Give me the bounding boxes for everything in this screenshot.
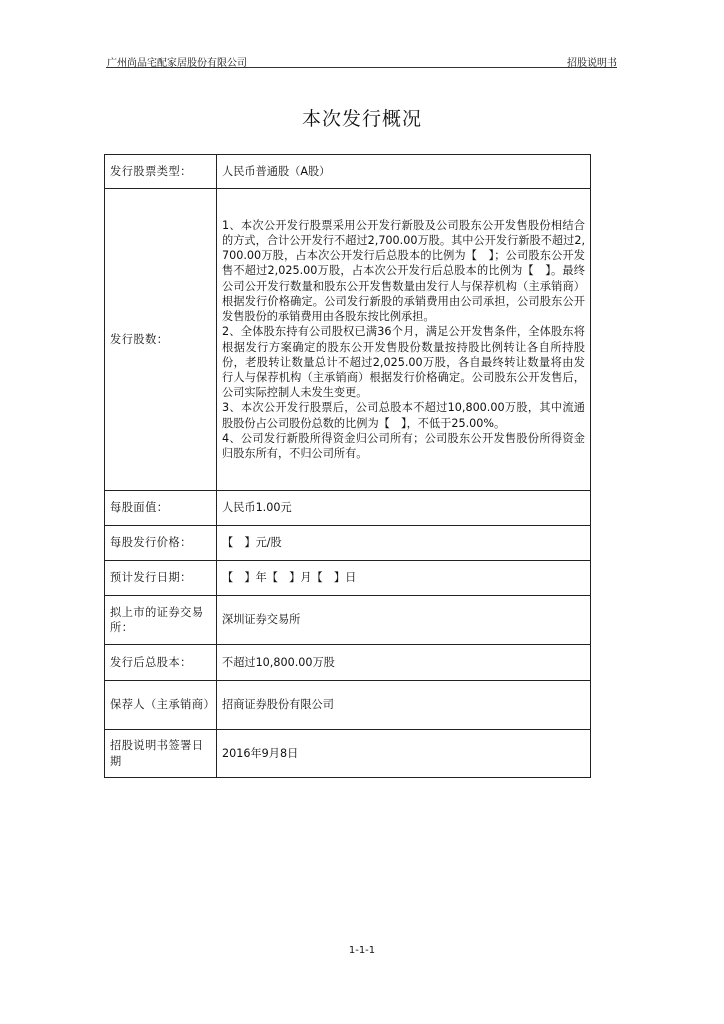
share-count-paragraph-4: 4、公司发行新股所得资金归公司所有；公司股东公开发售股份所得资金归股东所有，不归公司所有。 (222, 431, 585, 460)
table-row-issue-price (105, 526, 591, 561)
row-value: 【 】元/股 (217, 526, 591, 561)
row-label: 发行股票类型： (105, 155, 217, 189)
table-row-issue-date (105, 561, 591, 596)
row-label: 发行股数： (105, 189, 217, 491)
table-row-signing-date (105, 730, 591, 778)
row-value: 人民币1.00元 (217, 491, 591, 526)
table-row-par-value (105, 491, 591, 526)
table-row-total-shares (105, 645, 591, 681)
row-value-paragraphs (217, 189, 591, 491)
row-label: 招股说明书签署日期 (105, 730, 217, 778)
offering-overview-table (104, 154, 591, 778)
row-label: 每股发行价格： (105, 526, 217, 561)
table-row-stock-type (105, 155, 591, 189)
header-divider (106, 67, 617, 68)
row-label: 保荐人（主承销商） (105, 681, 217, 730)
row-label: 拟上市的证券交易所： (105, 596, 217, 645)
row-value: 【 】年【 】月【 】日 (217, 561, 591, 596)
row-value: 不超过10,800.00万股 (217, 645, 591, 681)
share-count-paragraph-1: 1、本次公开发行股票采用公开发行新股及公司股东公开发售股份相结合的方式，合计公开发行不超过2,700.00万股。其中公开发行新股不超过2,700.00万股，占本次公开发行后总股本的比例为【 】；公司股东公开发售不超过2,025.00万股，占本次公开发行后总股本的比例为【 】。最终公司公开发行数量和股东公开发售数量由发行人与保荐机构（主承销商）根据发行价格确定。公司发行新股的承销费用由公司承担，公司股东公开发售股份的承销费用由各股东按比例承担。 (222, 218, 585, 324)
header-document-type: 招股说明书 (567, 58, 617, 69)
page-number: 1-1-1 (348, 945, 376, 956)
row-value: 人民币普通股（A股） (217, 155, 591, 189)
share-count-paragraph-2: 2、全体股东持有公司股权已满36个月，满足公开发售条件，全体股东将根据发行方案确定的股东公开发售股份数量按持股比例转让各自所持股份，老股转让数量总计不超过2,025.00万股，各自最终转让数量将由发行人与保荐机构（主承销商）根据发行价格确定。公司股东公开发售后，公司实际控制人未发生变更。 (222, 325, 585, 400)
table-row-exchange (105, 596, 591, 645)
page-title: 本次发行概况 (301, 108, 422, 130)
row-value: 2016年9月8日 (217, 730, 591, 778)
header-company-name: 广州尚品宅配家居股份有限公司 (107, 58, 247, 69)
row-value: 深圳证券交易所 (217, 596, 591, 645)
share-count-paragraph-3: 3、本次公开发行股票后，公司总股本不超过10,800.00万股，其中流通股股份占公司股份总数的比例为【 】，不低于25.00%。 (222, 401, 585, 430)
row-value: 招商证券股份有限公司 (217, 681, 591, 730)
row-label: 每股面值： (105, 491, 217, 526)
row-label: 发行后总股本： (105, 645, 217, 681)
page-header (107, 52, 617, 68)
table-row-share-count (105, 189, 591, 491)
row-label: 预计发行日期： (105, 561, 217, 596)
table-row-sponsor (105, 681, 591, 730)
